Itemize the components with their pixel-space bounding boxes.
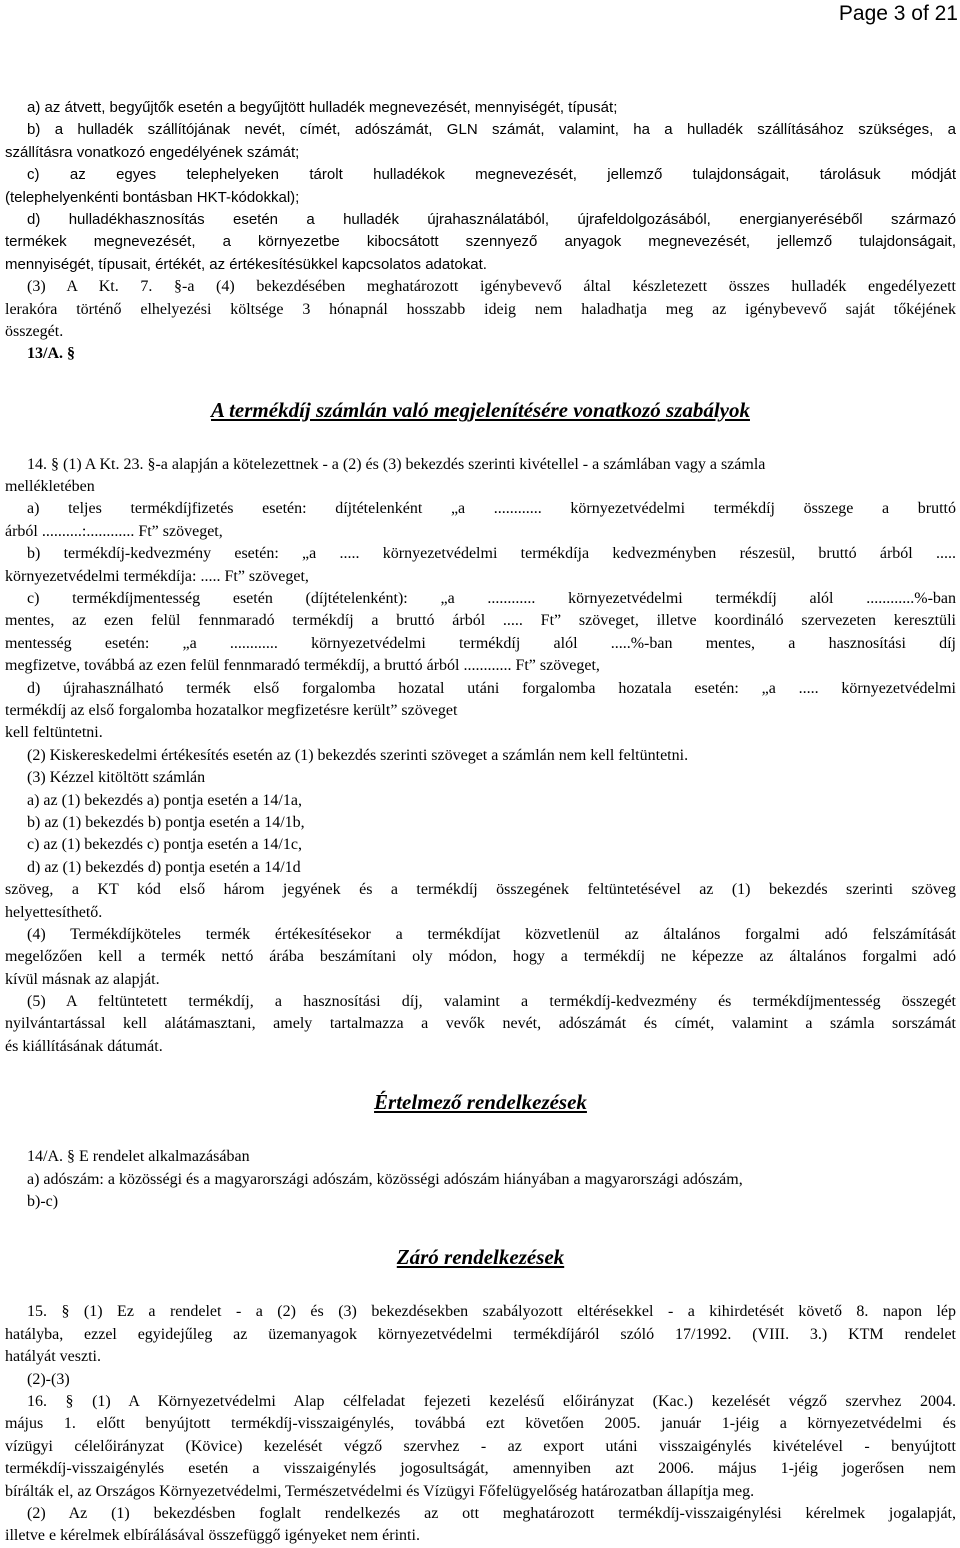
text-line: árból ..........:............ Ft” szöveget,	[5, 522, 223, 540]
text-line: megfizetve, továbbá az ezen felül fennmaradó termékdíj, a bruttó árból ............ Ft” szöveget,	[5, 657, 600, 675]
spacer	[5, 1213, 956, 1244]
text-line: mellékletében	[5, 478, 95, 496]
text-line: b)-c)	[27, 1193, 59, 1211]
text-line: 16. § (1) A Környezetvédelmi Alap célfeladat fejezeti kezelésű előirányzat (Kac.) kezelését végző szervhez 2004.	[27, 1392, 956, 1410]
text-line: mennyiségét, típusait, értékét, az értékesítésükkel kapcsolatos adatokat.	[5, 255, 487, 273]
text-line: 14/A. § E rendelet alkalmazásában	[27, 1148, 250, 1166]
text-line: a) adószám: a közösségi és a magyarországi adószám, közösségi adószám hiányában a magyarországi adószám,	[27, 1170, 743, 1188]
text-line: kívül másnak az alapját.	[5, 970, 160, 988]
spacer	[5, 1115, 956, 1146]
text-line: megelőzően kell a termék nettó árába beszámítani oly módon, hogy a termékdíj ne képezze az általános forgalmi adó	[5, 948, 956, 966]
spacer	[5, 1058, 956, 1089]
text-line: b) az (1) bekezdés b) pontja esetén a 14/1b,	[27, 813, 305, 831]
text-line: hatályba, ezzel egyidejűleg az üzemanyagok környezetvédelmi termékdíjáról szóló 17/1992. (VIII. 3.) KTM rendelet	[5, 1325, 956, 1343]
text-line: (3) A Kt. 7. §-a (4) bekezdésében meghatározott igénybevevő által készletezett összes hulladék engedélyezett	[27, 278, 956, 296]
text-line: termékdíj-visszaigénylés esetén a visszaigénylés jogosultságát, amennyiben azt 2006. május 1-jéig jogerősen nem	[5, 1460, 956, 1478]
text-line: mentesség esetén: „a ............ környezetvédelmi termékdíj alól .....%-ban mentes, a hasznosítási díj	[5, 634, 956, 652]
text-line: (4) Termékdíjköteles termék értékesítésekor a termékdíjat közvetlenül az általános forgalmi adó felszámítását	[27, 925, 956, 943]
spacer	[5, 423, 956, 454]
text-line: b) a hulladék szállítójának nevét, címét, adószámát, GLN számát, valamint, ha a hulladék szállításához szükséges, a	[27, 121, 956, 139]
spacer	[5, 366, 956, 397]
text-line: d) újrahasználható termék első forgalomba hozatal utáni forgalomba hozatala esetén: „a ..... környezetvédelmi	[27, 679, 956, 697]
text-line: d) az (1) bekezdés d) pontja esetén a 14/1d	[27, 858, 301, 876]
text-line: hatályát veszti.	[5, 1348, 101, 1366]
text-line: környezetvédelmi termékdíja: ..... Ft” szöveget,	[5, 567, 309, 585]
text-line: d) hulladékhasznosítás esetén a hulladék újrahasználatából, újrafeldolgozásából, energianyeréséből származó	[27, 210, 956, 228]
section-heading: Záró rendelkezések	[396, 1245, 565, 1270]
section-heading: Értelmező rendelkezések	[374, 1090, 587, 1115]
text-line: a) teljes termékdíjfizetés esetén: díjtételenként „a ............ környezetvédelmi termékdíj összege a bruttó	[27, 500, 956, 518]
text-line: szöveg, a KT kód első három jegyének és a termékdíj összegének feltüntetésével az (1) bekezdés szerinti szöveg	[5, 881, 956, 899]
text-line: 15. § (1) Ez a rendelet - a (2) és (3) bekezdésekben szabályozott eltérésekkel - a kihirdetését követő 8. napon lép	[27, 1303, 956, 1321]
text-line: (2) Az (1) bekezdésben foglalt rendelkezés az ott meghatározott termékdíj-visszaigénylési kérelmek jogalapját,	[27, 1504, 956, 1522]
page-number-label: Page 3 of 21	[838, 2, 958, 25]
text-line: termékek megnevezését, a környezetbe kibocsátott szennyező anyagok megnevezését, jellemző tulajdonságait,	[5, 233, 956, 251]
text-line: termékdíj az első forgalomba hozatalkor megfizetésre került” szöveget	[5, 701, 458, 719]
text-line: május 1. előtt benyújtott termékdíj-visszaigénylés, továbbá ezt követően 2005. január 1-jéig a környezetvédelmi és	[5, 1415, 956, 1433]
section-heading: A termékdíj számlán való megjelenítésére vonatkozó szabályok	[211, 397, 750, 422]
text-line: c) az egyes telephelyeken tárolt hulladékok megnevezését, jellemző tulajdonságait, tárolásuk módját	[27, 166, 956, 184]
text-line: a) az (1) bekezdés a) pontja esetén a 14/1a,	[27, 791, 302, 809]
text-line: a) az átvett, begyűjtők esetén a begyűjtött hulladék megnevezését, mennyiségét, típusát;	[27, 99, 618, 116]
text-line: bírálták el, az Országos Környezetvédelmi, Természetvédelmi és Vízügyi Főfelügyelőség határozatban állapítja meg.	[5, 1482, 755, 1500]
text-line: kell feltüntetni.	[5, 724, 103, 742]
text-line: (2) Kiskereskedelmi értékesítés esetén az (1) bekezdés szerinti szöveget a számlán nem kell feltüntetni.	[27, 746, 689, 764]
text-line: c) az (1) bekezdés c) pontja esetén a 14/1c,	[27, 836, 302, 854]
text-line: vízügyi célelőirányzat (Kövice) kezelését végző szervhez - az export utáni visszaigénylés kivételével - benyújtott	[5, 1437, 956, 1455]
text-line: b) termékdíj-kedvezmény esetén: „a ..... környezetvédelmi termékdíja kedvezményben részesül, bruttó árból .....	[27, 545, 956, 563]
text-line: c) termékdíjmentesség esetén (díjtételenként): „a ............ környezetvédelmi termékdíj alól ............%-ban	[27, 590, 956, 608]
text-line: mentes, az ezen felül fennmaradó termékdíj a bruttó árból ..... Ft” szöveget, illetve koordináló szervezeten keresztüli	[5, 612, 956, 630]
text-line: helyettesíthető.	[5, 903, 103, 921]
text-line: (3) Kézzel kitöltött számlán	[27, 769, 206, 787]
text-line: nyilvántartással kell alátámasztani, amely tartalmazza a vevők nevét, adószámát és címét, valamint a számla sorszámát	[5, 1015, 956, 1033]
document-body	[5, 97, 956, 1548]
text-line: (telephelyenkénti bontásban HKT-kódokkal);	[5, 188, 300, 206]
text-line: szállításra vonatkozó engedélyének számát;	[5, 143, 300, 161]
text-line: összegét.	[5, 322, 64, 340]
text-line: illetve e kérelmek elbírálásával összefüggő igényeket nem érinti.	[5, 1527, 420, 1545]
spacer	[5, 1270, 956, 1301]
text-line: (5) A feltüntetett termékdíj, a hasznosítási díj, valamint a termékdíj-kedvezmény és termékdíjmentesség összegét	[27, 993, 956, 1011]
text-line: 14. § (1) A Kt. 23. §-a alapján a kötelezettnek - a (2) és (3) bekezdés szerinti kivétellel - a számlában vagy a számla	[27, 455, 766, 473]
text-line: (2)-(3)	[27, 1370, 70, 1388]
text-line: lerakóra történő elhelyezési költsége 3 hónapnál hosszabb ideig nem haladhatja meg az igénybevevő saját tőkéjének	[5, 300, 956, 318]
text-line: 13/A. §	[27, 345, 75, 363]
text-line: és kiállításának dátumát.	[5, 1037, 163, 1055]
